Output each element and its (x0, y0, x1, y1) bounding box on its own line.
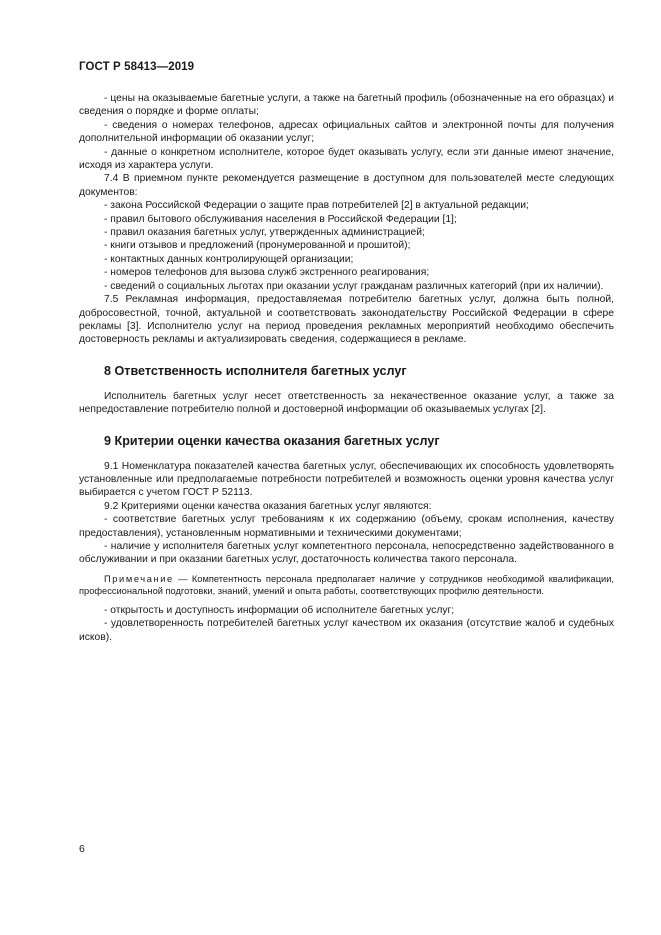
note-label: Примечание (104, 573, 174, 584)
list-item: - правил оказания багетных услуг, утвержденных администрацией; (104, 227, 425, 239)
list-item: - наличие у исполнителя багетных услуг компетентного персонала, непосредственно задействованного в обслуживании и при оказании багетных услуг, достаточность количества такого персонала. (79, 540, 614, 566)
paragraph: - цены на оказываемые багетные услуги, а также на багетный профиль (обозначенные на его образцах) и сведения о порядке и форме оплаты; (79, 93, 614, 118)
list-item: - соответствие багетных услуг требованиям к их содержанию (объему, срокам исполнения, качеству предоставления), установленным нормативными и техническими документами; (79, 514, 614, 539)
list-item: - номеров телефонов для вызова служб экстренного реагирования; (104, 267, 430, 279)
paragraph: 9.1 Номенклатура показателей качества багетных услуг, обеспечивающих их способность удовлетворять установленные или предполагаемые потребности потребителей и возможность оценки уровня качества услуг выбирается с учетом ГОСТ Р 52113. (79, 460, 614, 499)
list-item: - сведений о социальных льготах при оказании услуг гражданам различных категорий (при их наличии). (104, 280, 604, 292)
list-item: - закона Российской Федерации о защите прав потребителей [2] в актуальной редакции; (104, 200, 529, 212)
note-text: — Компетентность персонала предполагает наличие у сотрудников необходимой квалификации, профессиональной подготовки, знаний, умений и опыта работы, соответствующих профилю деятельности. (79, 573, 614, 597)
page-number: 6 (79, 843, 85, 855)
note (79, 573, 614, 598)
paragraph: 7.4 В приемном пункте рекомендуется размещение в доступном для пользователей месте следующих документов: (79, 173, 614, 198)
paragraph: - сведения о номерах телефонов, адресах официальных сайтов и электронной почты для получения дополнительной информации об оказании услуг; (79, 119, 614, 145)
section-8-heading: 8 Ответственность исполнителя багетных услуг (104, 363, 407, 378)
paragraph: 7.5 Рекламная информация, предоставляемая потребителю багетных услуг, должна быть полной, добросовестной, точной, актуальной и соответствовать законодательству Российской Федерации в сфере рекламы [3]. Исполнителю услуг на период проведения рекламных мероприятий необходимо обеспечить достоверность рекламы и актуализировать сведения, содержащиеся в рекламе. (79, 294, 614, 346)
list-item: - контактных данных контролирующей организации; (104, 253, 354, 265)
document-code-header: ГОСТ Р 58413—2019 (79, 61, 195, 73)
paragraph: Исполнитель багетных услуг несет ответственность за некачественное оказание услуг, а также за непредоставление потребителю полной и достоверной информации об оказываемых услугах [2]. (79, 390, 614, 416)
paragraph: - данные о конкретном исполнителе, которое будет оказывать услугу, если эти данные имеют значение, исходя из характера услуги. (79, 146, 614, 172)
document-body (79, 92, 614, 644)
list-item: - книги отзывов и предложений (пронумерованной и прошитой); (104, 240, 411, 252)
list-item: - открытость и доступность информации об исполнителе багетных услуг; (104, 604, 455, 616)
list-item: - правил бытового обслуживания населения в Российской Федерации [1]; (104, 213, 457, 225)
paragraph: 9.2 Критериями оценки качества оказания багетных услуг являются: (104, 500, 432, 512)
list-item: - удовлетворенность потребителей багетных услуг качеством их оказания (отсутствие жалоб и судебных исков). (79, 618, 614, 643)
section-9-heading: 9 Критерии оценки качества оказания багетных услуг (104, 433, 440, 448)
